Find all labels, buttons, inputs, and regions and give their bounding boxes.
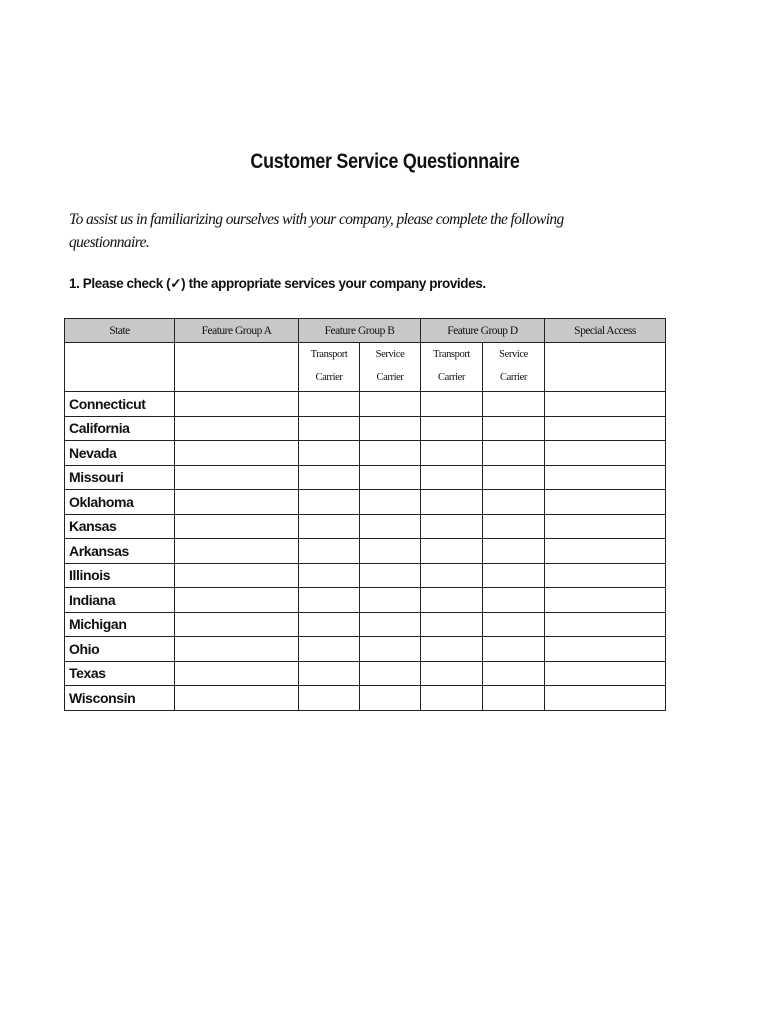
check-cell-b-transport[interactable] bbox=[299, 465, 360, 490]
check-cell-d-transport[interactable] bbox=[421, 539, 483, 564]
subheader-label: Carrier bbox=[438, 372, 465, 383]
table-row bbox=[65, 661, 666, 686]
check-cell-d-service[interactable] bbox=[483, 588, 545, 613]
subheader-label: Carrier bbox=[500, 372, 527, 383]
check-cell-feature-group-a[interactable] bbox=[175, 392, 299, 417]
check-cell-feature-group-a[interactable] bbox=[175, 612, 299, 637]
check-cell-special-access[interactable] bbox=[545, 416, 666, 441]
check-cell-d-service[interactable] bbox=[483, 539, 545, 564]
check-cell-b-service[interactable] bbox=[360, 661, 421, 686]
check-cell-d-transport[interactable] bbox=[421, 612, 483, 637]
check-cell-b-service[interactable] bbox=[360, 490, 421, 515]
check-cell-b-service[interactable] bbox=[360, 563, 421, 588]
check-cell-b-transport[interactable] bbox=[299, 612, 360, 637]
table-row bbox=[65, 539, 666, 564]
check-cell-special-access[interactable] bbox=[545, 514, 666, 539]
state-label: Connecticut bbox=[65, 392, 175, 417]
check-cell-feature-group-a[interactable] bbox=[175, 563, 299, 588]
check-cell-special-access[interactable] bbox=[545, 661, 666, 686]
check-cell-feature-group-a[interactable] bbox=[175, 539, 299, 564]
subheader-d-service-carrier bbox=[483, 343, 545, 392]
table-row bbox=[65, 637, 666, 662]
state-label: Oklahoma bbox=[65, 490, 175, 515]
check-cell-b-transport[interactable] bbox=[299, 637, 360, 662]
table-row bbox=[65, 514, 666, 539]
table-row bbox=[65, 392, 666, 417]
state-label: Wisconsin bbox=[65, 686, 175, 711]
services-table bbox=[64, 318, 666, 711]
subheader-b-transport-carrier bbox=[299, 343, 360, 392]
table-row bbox=[65, 465, 666, 490]
check-cell-b-service[interactable] bbox=[360, 539, 421, 564]
check-cell-b-transport[interactable] bbox=[299, 514, 360, 539]
check-cell-b-transport[interactable] bbox=[299, 686, 360, 711]
check-cell-b-transport[interactable] bbox=[299, 490, 360, 515]
check-cell-d-transport[interactable] bbox=[421, 490, 483, 515]
table-row bbox=[65, 686, 666, 711]
check-cell-b-service[interactable] bbox=[360, 514, 421, 539]
check-cell-b-transport[interactable] bbox=[299, 588, 360, 613]
check-cell-d-service[interactable] bbox=[483, 490, 545, 515]
table-row bbox=[65, 416, 666, 441]
check-cell-b-transport[interactable] bbox=[299, 661, 360, 686]
intro-text: To assist us in familiarizing ourselves with your company, please complete the following questionnaire. bbox=[69, 211, 564, 251]
check-cell-d-service[interactable] bbox=[483, 563, 545, 588]
check-cell-b-transport[interactable] bbox=[299, 539, 360, 564]
check-cell-d-transport[interactable] bbox=[421, 514, 483, 539]
check-cell-b-service[interactable] bbox=[360, 416, 421, 441]
check-cell-d-service[interactable] bbox=[483, 612, 545, 637]
subheader-d-transport-carrier bbox=[421, 343, 483, 392]
header-state: State bbox=[65, 319, 175, 343]
check-cell-special-access[interactable] bbox=[545, 637, 666, 662]
check-cell-feature-group-a[interactable] bbox=[175, 490, 299, 515]
subheader-label: Transport bbox=[310, 349, 348, 360]
check-cell-b-service[interactable] bbox=[360, 612, 421, 637]
check-cell-feature-group-a[interactable] bbox=[175, 514, 299, 539]
subheader-label: Carrier bbox=[315, 372, 343, 383]
check-cell-d-transport[interactable] bbox=[421, 563, 483, 588]
question-1: 1. Please check (✓) the appropriate services your company provides. bbox=[69, 276, 486, 291]
check-cell-b-transport[interactable] bbox=[299, 441, 360, 466]
table-subheader-row bbox=[65, 343, 666, 392]
check-cell-feature-group-a[interactable] bbox=[175, 588, 299, 613]
state-label: Nevada bbox=[65, 441, 175, 466]
check-cell-b-transport[interactable] bbox=[299, 392, 360, 417]
check-cell-b-service[interactable] bbox=[360, 392, 421, 417]
check-cell-feature-group-a[interactable] bbox=[175, 416, 299, 441]
check-cell-d-transport[interactable] bbox=[421, 441, 483, 466]
state-label: California bbox=[65, 416, 175, 441]
table-row bbox=[65, 490, 666, 515]
subheader-label: Transport bbox=[433, 349, 470, 360]
check-cell-d-service[interactable] bbox=[483, 392, 545, 417]
check-cell-d-transport[interactable] bbox=[421, 465, 483, 490]
check-cell-special-access[interactable] bbox=[545, 686, 666, 711]
check-cell-d-service[interactable] bbox=[483, 514, 545, 539]
subheader-label: Service bbox=[499, 349, 528, 360]
check-cell-d-transport[interactable] bbox=[421, 416, 483, 441]
state-label: Indiana bbox=[65, 588, 175, 613]
check-cell-feature-group-a[interactable] bbox=[175, 637, 299, 662]
check-cell-feature-group-a[interactable] bbox=[175, 441, 299, 466]
state-label: Kansas bbox=[65, 514, 175, 539]
check-cell-d-service[interactable] bbox=[483, 441, 545, 466]
check-cell-b-service[interactable] bbox=[360, 441, 421, 466]
check-cell-b-service[interactable] bbox=[360, 637, 421, 662]
state-label: Illinois bbox=[65, 563, 175, 588]
check-cell-special-access[interactable] bbox=[545, 612, 666, 637]
check-cell-special-access[interactable] bbox=[545, 588, 666, 613]
state-label: Michigan bbox=[65, 612, 175, 637]
subheader-empty-group-a bbox=[175, 343, 299, 392]
check-cell-special-access[interactable] bbox=[545, 441, 666, 466]
check-cell-special-access[interactable] bbox=[545, 539, 666, 564]
check-cell-b-service[interactable] bbox=[360, 686, 421, 711]
check-cell-feature-group-a[interactable] bbox=[175, 465, 299, 490]
check-cell-d-transport[interactable] bbox=[421, 686, 483, 711]
check-cell-b-transport[interactable] bbox=[299, 416, 360, 441]
check-cell-d-service[interactable] bbox=[483, 416, 545, 441]
subheader-empty-state bbox=[65, 343, 175, 392]
check-cell-d-transport[interactable] bbox=[421, 661, 483, 686]
table-row bbox=[65, 588, 666, 613]
table-row bbox=[65, 441, 666, 466]
header-special-access: Special Access bbox=[545, 319, 666, 343]
state-label: Arkansas bbox=[65, 539, 175, 564]
check-cell-d-service[interactable] bbox=[483, 661, 545, 686]
check-cell-b-service[interactable] bbox=[360, 465, 421, 490]
check-cell-d-service[interactable] bbox=[483, 637, 545, 662]
check-cell-d-service[interactable] bbox=[483, 686, 545, 711]
check-cell-d-transport[interactable] bbox=[421, 637, 483, 662]
check-cell-special-access[interactable] bbox=[545, 563, 666, 588]
check-cell-d-transport[interactable] bbox=[421, 588, 483, 613]
check-cell-b-transport[interactable] bbox=[299, 563, 360, 588]
check-cell-d-service[interactable] bbox=[483, 465, 545, 490]
table-row bbox=[65, 612, 666, 637]
check-cell-b-service[interactable] bbox=[360, 588, 421, 613]
check-cell-special-access[interactable] bbox=[545, 465, 666, 490]
subheader-label: Carrier bbox=[376, 372, 404, 383]
subheader-b-service-carrier bbox=[360, 343, 421, 392]
subheader-label: Service bbox=[375, 349, 405, 360]
check-cell-special-access[interactable] bbox=[545, 490, 666, 515]
page-title: Customer Service Questionnaire bbox=[250, 150, 520, 173]
state-label: Missouri bbox=[65, 465, 175, 490]
table-header-row bbox=[65, 319, 666, 343]
check-cell-special-access[interactable] bbox=[545, 392, 666, 417]
header-feature-group-a: Feature Group A bbox=[175, 319, 299, 343]
header-feature-group-d: Feature Group D bbox=[421, 319, 545, 343]
check-cell-feature-group-a[interactable] bbox=[175, 686, 299, 711]
table-row bbox=[65, 563, 666, 588]
state-label: Ohio bbox=[65, 637, 175, 662]
check-cell-d-transport[interactable] bbox=[421, 392, 483, 417]
state-label: Texas bbox=[65, 661, 175, 686]
header-feature-group-b: Feature Group B bbox=[299, 319, 421, 343]
check-cell-feature-group-a[interactable] bbox=[175, 661, 299, 686]
subheader-empty-special bbox=[545, 343, 666, 392]
